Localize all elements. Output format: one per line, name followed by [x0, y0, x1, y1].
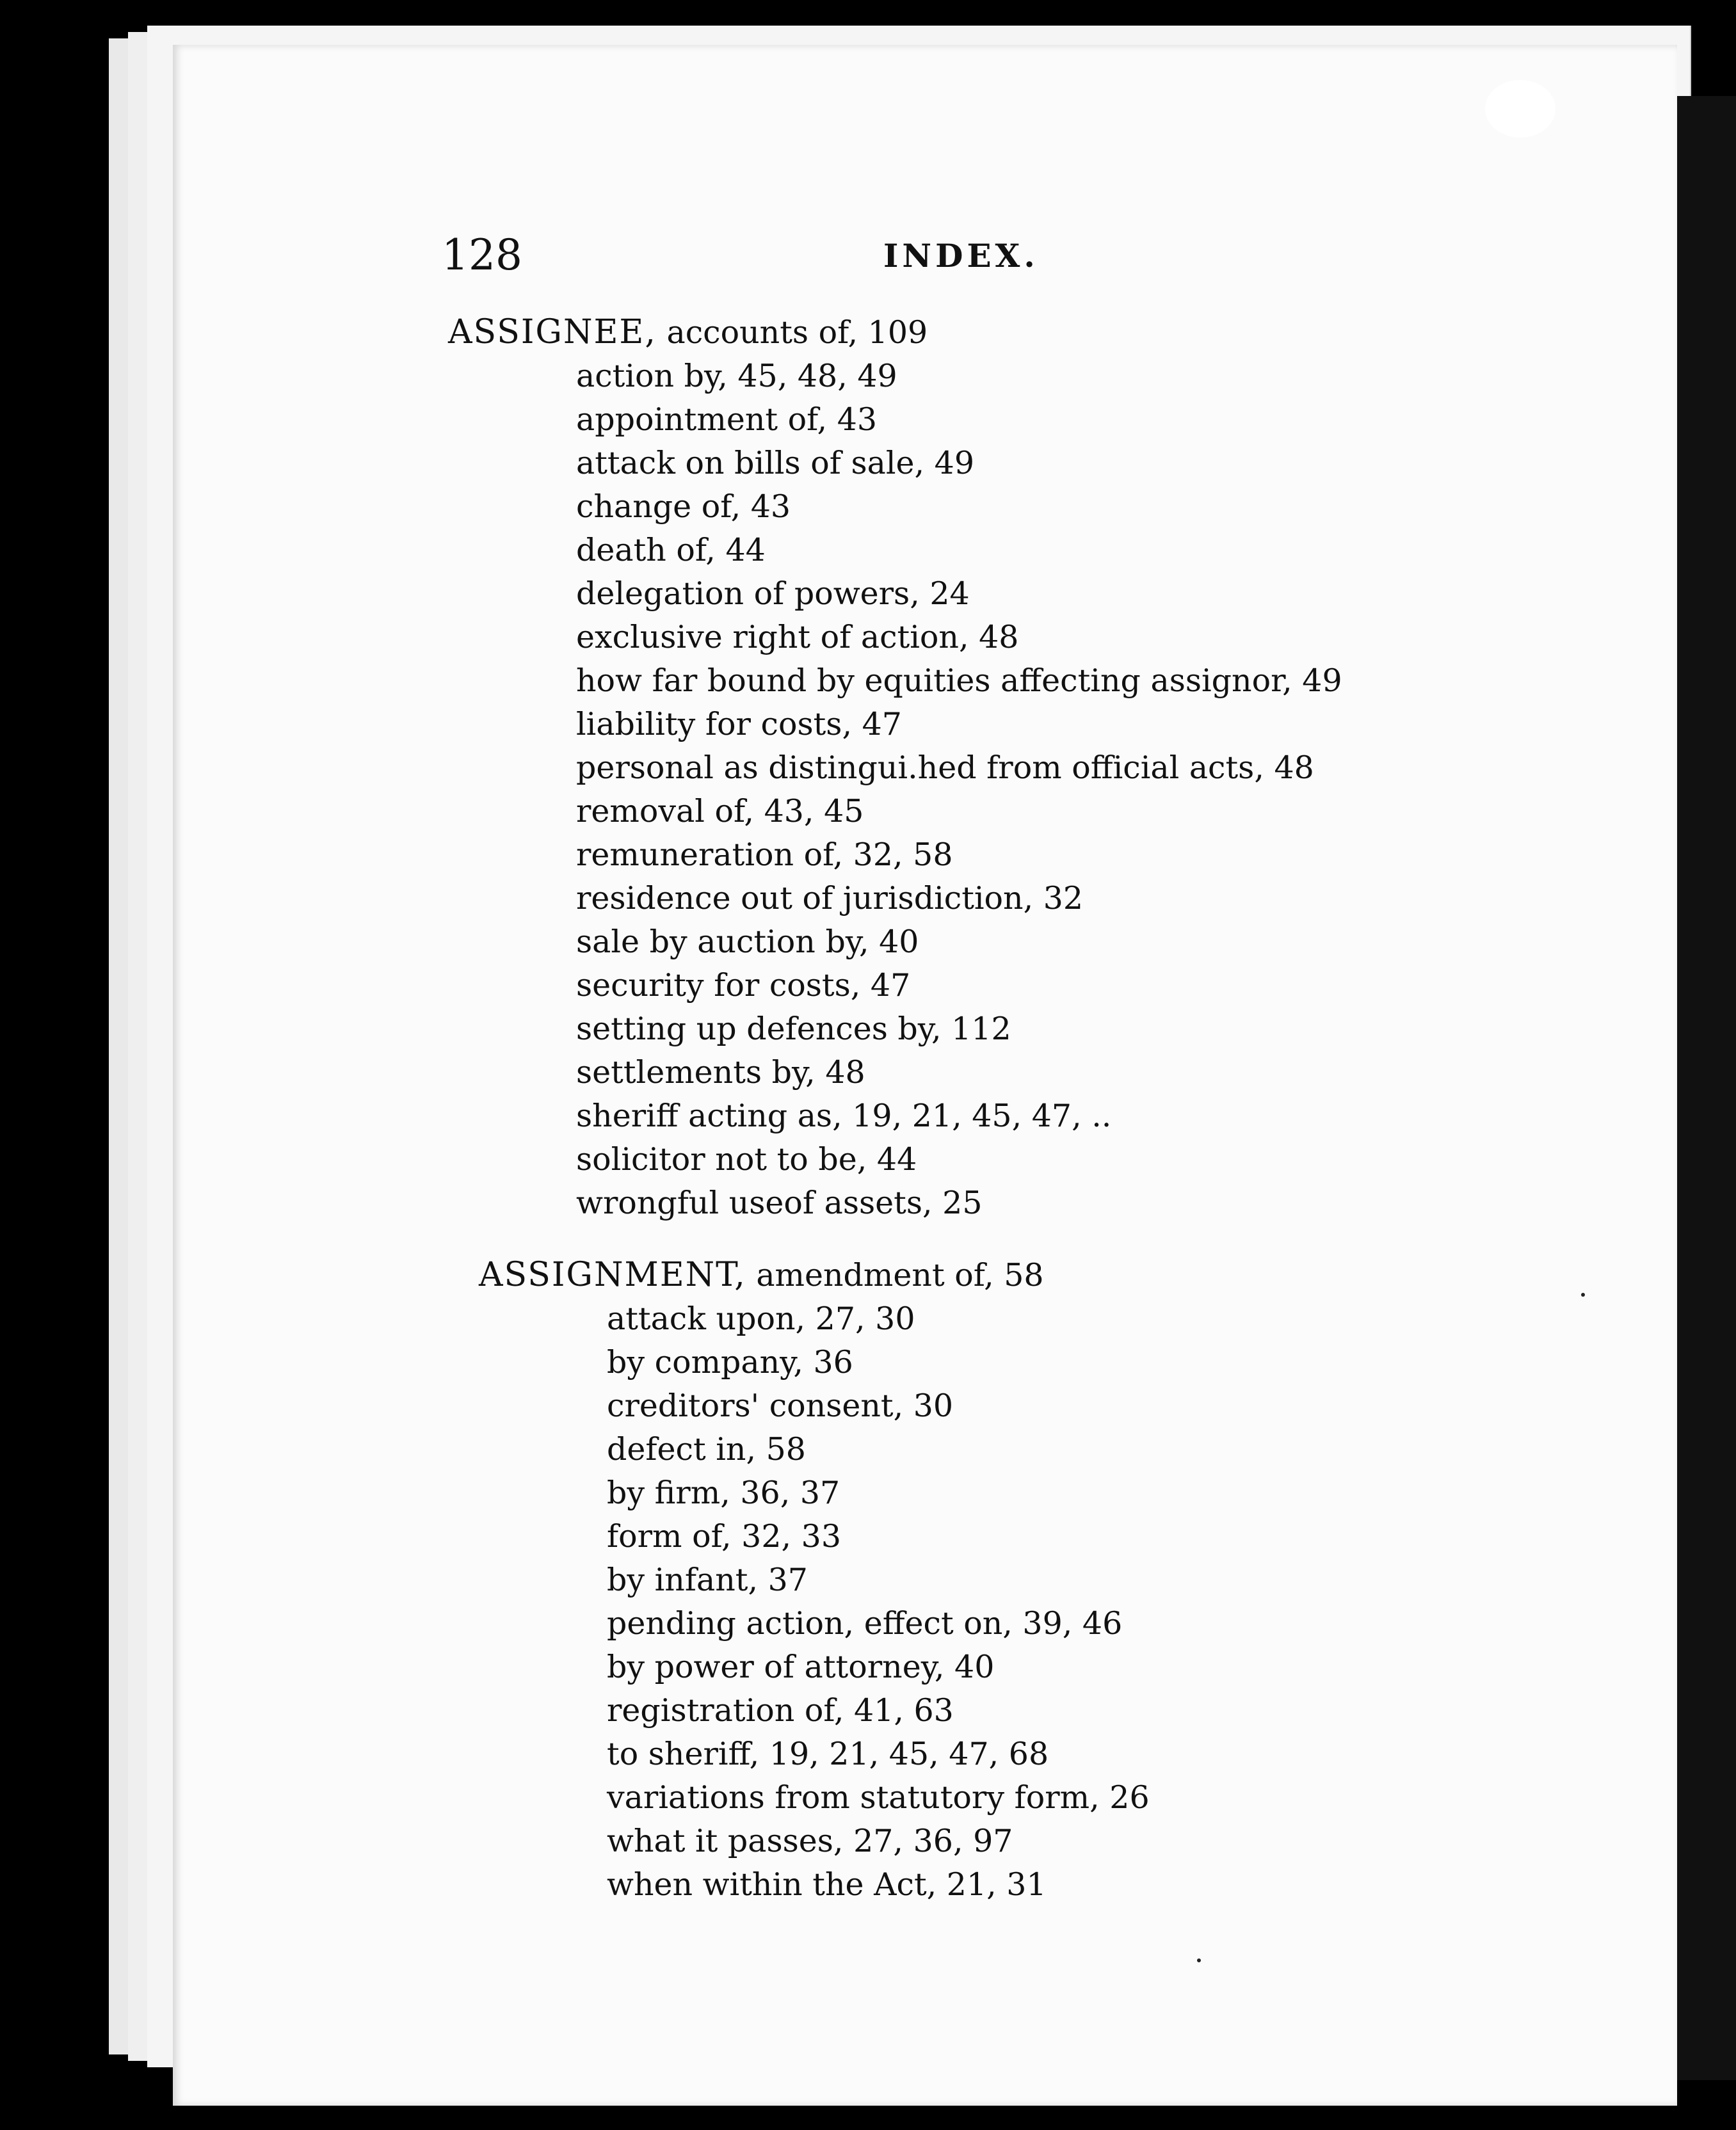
page-header	[173, 179, 1677, 280]
index-entry	[448, 310, 1664, 1225]
sub-entry: removal of, 43, 45	[576, 793, 864, 829]
sub-entry: sheriff acting as, 19, 21, 45, 47, ..	[576, 1098, 1112, 1134]
sub-entry: security for costs, 47	[576, 967, 911, 1004]
sub-entry: attack on bills of sale, 49	[576, 445, 974, 481]
sub-entry: variations from statutory form, 26	[607, 1779, 1150, 1816]
index-entry	[479, 1253, 1664, 1907]
sub-entry: setting up defences by, 112	[576, 1011, 1011, 1047]
sub-entry: personal as distingui.hed from official acts, 48	[576, 749, 1314, 786]
page-number: 128	[442, 230, 522, 280]
entry-heading: ASSIGNEE,	[448, 313, 657, 351]
sub-entry: appointment of, 43	[576, 401, 878, 438]
entry-heading-line	[479, 1253, 1664, 1297]
sub-entry: remuneration of, 32, 58	[576, 837, 953, 873]
sub-entry: form of, 32, 33	[607, 1518, 841, 1555]
running-head: INDEX.	[883, 237, 1039, 275]
sub-entry: attack upon, 27, 30	[607, 1301, 915, 1337]
sub-entry: what it passes, 27, 36, 97	[607, 1823, 1013, 1859]
sub-entry: wrongful useof assets, 25	[576, 1185, 983, 1221]
sub-entry-list	[448, 355, 1664, 1225]
sub-entry: liability for costs, 47	[576, 706, 902, 742]
sub-entry: exclusive right of action, 48	[576, 619, 1019, 655]
book-page	[173, 45, 1677, 2106]
sub-entry: how far bound by equities affecting assignor, 49	[576, 662, 1342, 699]
sub-entry: action by, 45, 48, 49	[576, 358, 897, 394]
sub-entry: residence out of jurisdiction, 32	[576, 880, 1084, 917]
entry-first-sub: amendment of, 58	[756, 1257, 1044, 1293]
sub-entry: when within the Act, 21, 31	[607, 1866, 1047, 1903]
ink-speck	[1581, 1293, 1585, 1297]
sub-entry: defect in, 58	[607, 1431, 806, 1468]
sub-entry-list	[479, 1297, 1664, 1907]
sub-entry: settlements by, 48	[576, 1054, 865, 1091]
ink-speck	[1197, 1958, 1201, 1962]
sub-entry: by firm, 36, 37	[607, 1475, 840, 1511]
sub-entry: change of, 43	[576, 488, 791, 525]
sub-entry: creditors' consent, 30	[607, 1388, 954, 1424]
sub-entry: by company, 36	[607, 1344, 853, 1381]
entry-first-sub: accounts of, 109	[666, 314, 928, 351]
sub-entry: registration of, 41, 63	[607, 1692, 954, 1729]
entry-heading: ASSIGNMENT,	[479, 1256, 746, 1294]
sub-entry: pending action, effect on, 39, 46	[607, 1605, 1123, 1642]
sub-entry: delegation of powers, 24	[576, 575, 970, 612]
paper-notch	[1485, 80, 1555, 138]
sub-entry: by infant, 37	[607, 1562, 808, 1598]
entry-heading-line	[448, 310, 1664, 355]
sub-entry: by power of attorney, 40	[607, 1649, 995, 1685]
sub-entry: death of, 44	[576, 532, 766, 568]
sub-entry: solicitor not to be, 44	[576, 1141, 917, 1178]
binding-shadow	[1677, 96, 1736, 2080]
index-entries	[448, 310, 1664, 1907]
sub-entry: sale by auction by, 40	[576, 924, 919, 960]
sub-entry: to sheriff, 19, 21, 45, 47, 68	[607, 1736, 1049, 1772]
